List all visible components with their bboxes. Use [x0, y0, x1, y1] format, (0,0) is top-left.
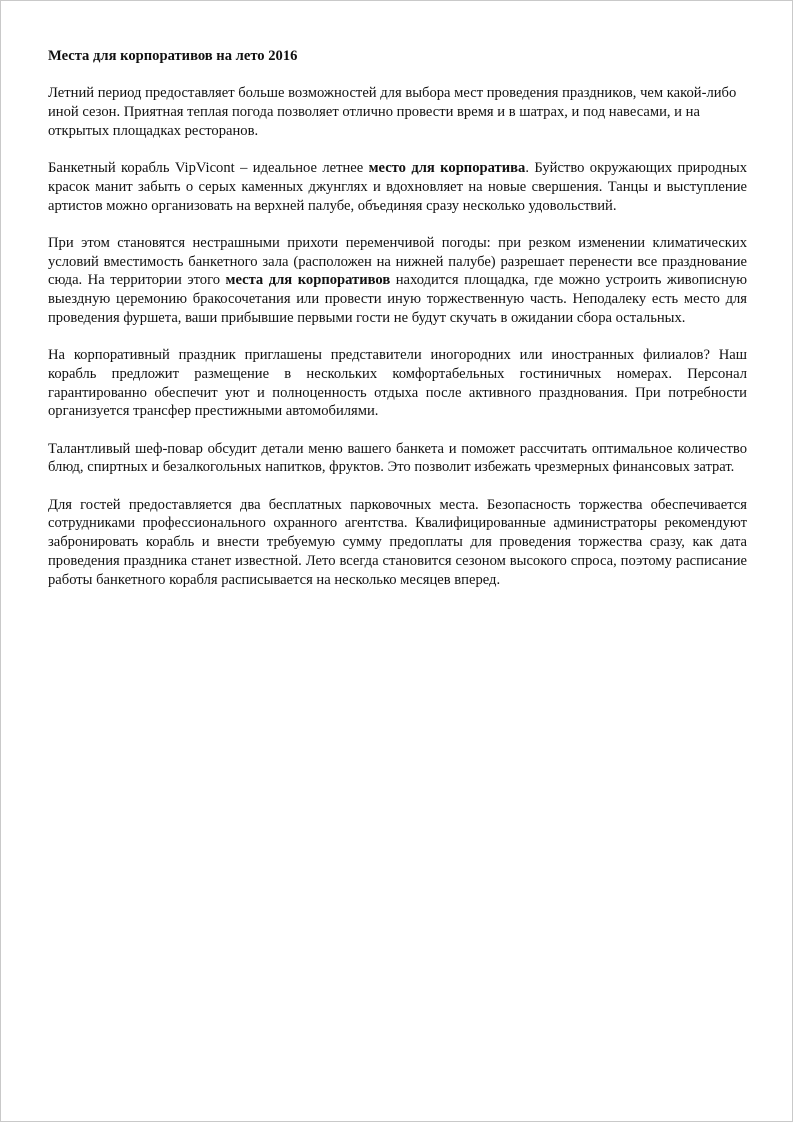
paragraph-3-keyword: места для корпоративов [225, 272, 391, 289]
paragraph-2-text-b: . Буйство окружающих природных красок манит забыть о серых каменных джунглях и вдохновляет на новые свершения. Танцы и выступление артистов можно организовать на верхней палубе, объединяя сразу несколько удовольствий. [48, 160, 747, 214]
paragraph-3 [48, 234, 747, 328]
document-body [48, 47, 747, 608]
paragraph-3-text-b: находится площадка, где можно устроить живописную выездную церемонию бракосочетания или провести иную торжественную часть. Неподалеку есть место для проведения фуршета, ваши прибывшие первыми гости не будут скучать в ожидании сбора остальных. [48, 272, 747, 326]
paragraph-5: Талантливый шеф-повар обсудит детали меню вашего банкета и поможет рассчитать оптимальное количество блюд, спиртных и безалкогольных напитков, фруктов. Это позволит избежать чрезмерных финансовых затрат. [48, 440, 747, 476]
document-title: Места для корпоративов на лето 2016 [48, 48, 298, 64]
paragraph-3-text-a: При этом становятся нестрашными прихоти переменчивой погоды: при резком изменении климатических условий вместимость банкетного зала (расположен на нижней палубе) разрешает перенести все празднование сюда. На территории этого [48, 234, 747, 289]
paragraph-2-keyword: место для корпоратива [368, 160, 526, 177]
paragraph-6: Для гостей предоставляется два бесплатных парковочных места. Безопасность торжества обеспечивается сотрудниками профессионального охранного агентства. Квалифицированные администраторы рекомендуют забронировать корабль и внести требуемую сумму предоплаты для проведения торжества сразу, как дата проведения праздника станет известной. Лето всегда становится сезоном высокого спроса, поэтому расписание работы банкетного корабля расписывается на несколько месяцев вперед. [48, 496, 747, 588]
paragraph-2 [48, 159, 747, 215]
paragraph-2-text-a: Банкетный корабль VipVicont – идеальное летнее [48, 160, 369, 177]
paragraph-1: Летний период предоставляет больше возможностей для выбора мест проведения праздников, чем какой-либо иной сезон. Приятная теплая погода позволяет отлично провести время и в шатрах, и под навесами, и на открытых площадках ресторанов. [48, 85, 737, 139]
paragraph-4: На корпоративный праздник приглашены представители иногородних или иностранных филиалов? Наш корабль предложит размещение в нескольких комфортабельных гостиничных номерах. Персонал гарантированно обеспечит уют и полноценность отдыха после активного празднования. При потребности организуется трансфер престижными автомобилями. [48, 347, 747, 420]
